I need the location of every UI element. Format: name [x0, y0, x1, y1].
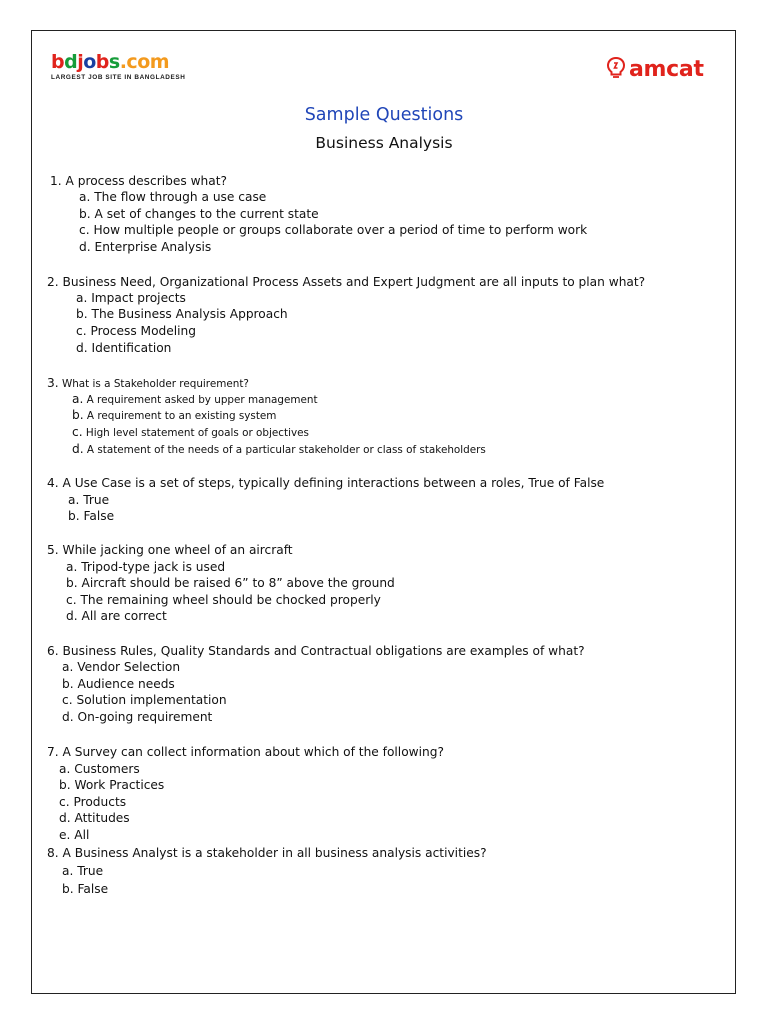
option: b. Work Practices	[59, 778, 165, 792]
title-block	[0, 103, 768, 154]
option: d. On-going requirement	[62, 710, 213, 724]
option: b. The Business Analysis Approach	[76, 307, 288, 321]
page-subtitle: Business Analysis	[315, 134, 453, 152]
option: a. Tripod-type jack is used	[66, 560, 226, 574]
option: c. Products	[59, 795, 127, 809]
option: d. Identification	[76, 341, 172, 355]
option: b. A set of changes to the current state	[79, 207, 319, 221]
amcat-wordmark: amcat	[629, 56, 704, 82]
question-6: 6. Business Rules, Quality Standards and Contractual obligations are examples of what?	[47, 644, 585, 658]
option: c. The remaining wheel should be chocked properly	[66, 593, 381, 607]
option: a. Vendor Selection	[62, 660, 181, 674]
question-7: 7. A Survey can collect information about which of the following?	[47, 745, 444, 759]
option: a. A requirement asked by upper management	[72, 392, 318, 406]
option: b. Audience needs	[62, 677, 175, 691]
option: a. True	[62, 864, 104, 878]
option: c. Solution implementation	[62, 693, 227, 707]
question-8: 8. A Business Analyst is a stakeholder in all business analysis activities?	[47, 846, 487, 860]
option: a. Customers	[59, 762, 140, 776]
option: e. All	[59, 828, 90, 842]
bdjobs-wordmark: bdjobs.com	[51, 51, 170, 73]
option: b. A requirement to an existing system	[72, 408, 277, 422]
bdjobs-logo	[51, 53, 185, 81]
option: d. A statement of the needs of a particular stakeholder or class of stakeholders	[72, 442, 486, 456]
option: b. False	[62, 882, 109, 896]
option: d. All are correct	[66, 609, 167, 623]
question-2: 2. Business Need, Organizational Process Assets and Expert Judgment are all inputs to plan what?	[47, 275, 646, 289]
question-4: 4. A Use Case is a set of steps, typically defining interactions between a roles, True of False	[47, 476, 605, 490]
option: b. False	[68, 509, 115, 523]
option: c. Process Modeling	[76, 324, 196, 338]
option: c. High level statement of goals or objectives	[72, 425, 309, 439]
option: a. True	[68, 493, 110, 507]
bdjobs-tagline: LARGEST JOB SITE IN BANGLADESH	[51, 74, 186, 81]
option: d. Enterprise Analysis	[79, 240, 212, 254]
option: a. The flow through a use case	[79, 190, 267, 204]
question-3: 3. What is a Stakeholder requirement?	[47, 376, 249, 390]
amcat-logo	[606, 55, 704, 84]
question-1: 1. A process describes what?	[50, 174, 227, 188]
page-title: Sample Questions	[304, 105, 464, 125]
option: d. Attitudes	[59, 811, 130, 825]
option: b. Aircraft should be raised 6” to 8” above the ground	[66, 576, 395, 590]
option: c. How multiple people or groups collaborate over a period of time to perform work	[79, 223, 588, 237]
question-5: 5. While jacking one wheel of an aircraft	[47, 543, 293, 557]
bulb-icon	[606, 55, 626, 84]
option: a. Impact projects	[76, 291, 186, 305]
